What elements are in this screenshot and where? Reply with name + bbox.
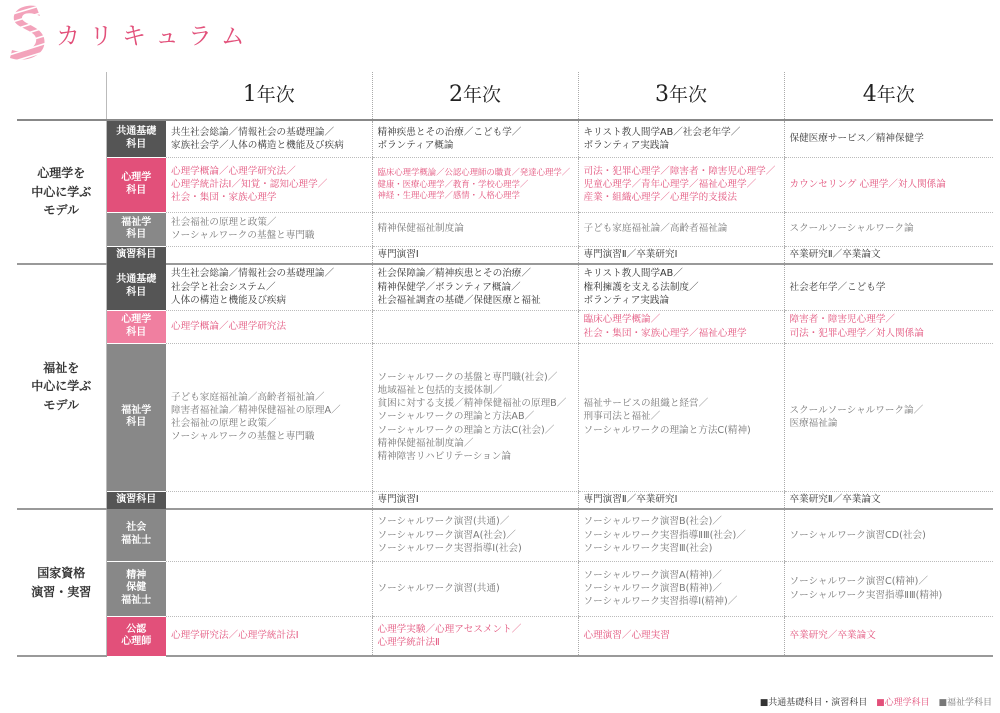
curriculum-cell: 子ども家庭福祉論／高齢者福祉論／ 障害者福祉論／精神保健福祉の原理A／ 社会福祉の原理と政策／ ソーシャルワークの基盤と専門職 (166, 343, 372, 491)
curriculum-cell: キリスト教人間学AB／社会老年学／ ボランティア実践論 (578, 120, 784, 157)
corner-blank-2 (106, 72, 166, 120)
page-title: カリキュラム (56, 22, 254, 50)
curriculum-cell: 卒業研究Ⅱ／卒業論文 (784, 491, 993, 509)
curriculum-cell: 心理学実験／心理アセスメント／ 心理学統計法Ⅱ (372, 616, 578, 656)
curriculum-cell: ソーシャルワークの基盤と専門職(社会)／ 地域福祉と包括的支援体制／ 貧困に対する支援／精神保健福祉の原理B／ ソーシャルワークの理論と方法AB／ ソーシャルワークの理論と方法C(社会)／ 精神保健福祉制度論／ 精神障害リハビリテーション論 (372, 343, 578, 491)
curriculum-cell: 福祉サービスの組織と経営／ 刑事司法と福祉／ ソーシャルワークの理論と方法C(精神) (578, 343, 784, 491)
year-header: 4年次 (784, 72, 993, 120)
table-row (17, 264, 993, 310)
table-row (17, 509, 993, 561)
curriculum-cell: 社会保障論／精神疾患とその治療／ 精神保健学／ボランティア概論／ 社会福祉調査の基礎／保健医療と福祉 (372, 264, 578, 310)
year-header-row (17, 72, 993, 120)
curriculum-cell: 心理学概論／心理学研究法／ 心理学統計法Ⅰ／知覚・認知心理学／ 社会・集団・家族心理学 (166, 157, 372, 212)
row-label: 共通基礎 科目 (106, 120, 166, 157)
curriculum-logo-icon (6, 4, 50, 60)
curriculum-cell: 専門演習Ⅱ／卒業研究Ⅰ (578, 491, 784, 509)
curriculum-cell: 専門演習Ⅰ (372, 491, 578, 509)
year-header: 3年次 (578, 72, 784, 120)
curriculum-cell: 共生社会総論／情報社会の基礎理論／ 社会学と社会システム／ 人体の構造と機能及び疾病 (166, 264, 372, 310)
curriculum-cell: 共生社会総論／情報社会の基礎理論／ 家族社会学／人体の構造と機能及び疾病 (166, 120, 372, 157)
curriculum-cell (166, 491, 372, 509)
row-label: 社会 福祉士 (106, 509, 166, 561)
group-psych-model: 心理学を 中心に学ぶ モデル (17, 120, 106, 264)
curriculum-cell: ソーシャルワーク演習C(精神)／ ソーシャルワーク実習指導ⅡⅢ(精神) (784, 561, 993, 616)
curriculum-cell: 専門演習Ⅰ (372, 246, 578, 264)
curriculum-cell: 障害者・障害児心理学／ 司法・犯罪心理学／対人関係論 (784, 310, 993, 343)
curriculum-cell: 社会福祉の原理と政策／ ソーシャルワークの基盤と専門職 (166, 212, 372, 246)
curriculum-cell: 卒業研究／卒業論文 (784, 616, 993, 656)
table-row (17, 157, 993, 212)
curriculum-cell: 臨床心理学概論／公認心理師の職責／発達心理学／ 健康・医療心理学／教育・学校心理学／ 神経・生理心理学／感情・人格心理学 (372, 157, 578, 212)
curriculum-cell: ソーシャルワーク演習B(社会)／ ソーシャルワーク実習指導ⅡⅢ(社会)／ ソーシャルワーク実習Ⅲ(社会) (578, 509, 784, 561)
table-row (17, 491, 993, 509)
curriculum-cell: ソーシャルワーク演習CD(社会) (784, 509, 993, 561)
row-label: 共通基礎 科目 (106, 264, 166, 310)
curriculum-table (17, 72, 993, 657)
year-header: 2年次 (372, 72, 578, 120)
curriculum-cell: ソーシャルワーク演習(共通)／ ソーシャルワーク演習A(社会)／ ソーシャルワーク実習指導Ⅰ(社会) (372, 509, 578, 561)
curriculum-cell (166, 246, 372, 264)
table-row (17, 343, 993, 491)
table-row (17, 246, 993, 264)
year-header: 1年次 (166, 72, 372, 120)
curriculum-cell: 卒業研究Ⅱ／卒業論文 (784, 246, 993, 264)
curriculum-cell: 専門演習Ⅱ／卒業研究Ⅰ (578, 246, 784, 264)
group-welfare-model: 福祉を 中心に学ぶ モデル (17, 264, 106, 509)
curriculum-cell: 臨床心理学概論／ 社会・集団・家族心理学／福祉心理学 (578, 310, 784, 343)
curriculum-cell (372, 310, 578, 343)
curriculum-cell: 司法・犯罪心理学／障害者・障害児心理学／ 児童心理学／青年心理学／福祉心理学／ 産業・組織心理学／心理学的支援法 (578, 157, 784, 212)
row-label: 福祉学 科目 (106, 212, 166, 246)
curriculum-cell: 心理演習／心理実習 (578, 616, 784, 656)
curriculum-cell: 精神保健福祉制度論 (372, 212, 578, 246)
curriculum-cell: 社会老年学／こども学 (784, 264, 993, 310)
row-label: 福祉学 科目 (106, 343, 166, 491)
curriculum-cell: カウンセリング 心理学／対人関係論 (784, 157, 993, 212)
row-label: 心理学 科目 (106, 157, 166, 212)
curriculum-cell: スクールソーシャルワーク論 (784, 212, 993, 246)
table-row (17, 561, 993, 616)
curriculum-cell: 子ども家庭福祉論／高齢者福祉論 (578, 212, 784, 246)
curriculum-cell: キリスト教人間学AB／ 権利擁護を支える法制度／ ボランティア実践論 (578, 264, 784, 310)
table-row (17, 616, 993, 656)
curriculum-cell: ソーシャルワーク演習A(精神)／ ソーシャルワーク演習B(精神)／ ソーシャルワーク実習指導Ⅰ(精神)／ (578, 561, 784, 616)
curriculum-cell: 心理学研究法／心理学統計法Ⅰ (166, 616, 372, 656)
legend (754, 695, 992, 708)
row-label: 精神 保健 福祉士 (106, 561, 166, 616)
curriculum-cell (166, 509, 372, 561)
table-row (17, 310, 993, 343)
table-row (17, 212, 993, 246)
curriculum-cell: 保健医療サービス／精神保健学 (784, 120, 993, 157)
curriculum-cell: ソーシャルワーク演習(共通) (372, 561, 578, 616)
row-label: 演習科目 (106, 491, 166, 509)
row-label: 心理学 科目 (106, 310, 166, 343)
curriculum-cell: 精神疾患とその治療／こども学／ ボランティア概論 (372, 120, 578, 157)
group-exam: 国家資格 演習・実習 (17, 509, 106, 656)
table-row (17, 120, 993, 157)
legend-item-welfare: ■福祉学科目 (938, 698, 992, 708)
curriculum-cell: 心理学概論／心理学研究法 (166, 310, 372, 343)
corner-blank (17, 72, 106, 120)
legend-item-psych: ■心理学科目 (876, 698, 930, 708)
legend-item-common: ■共通基礎科目・演習科目 (759, 698, 868, 708)
row-label: 公認 心理師 (106, 616, 166, 656)
curriculum-cell: スクールソーシャルワーク論／ 医療福祉論 (784, 343, 993, 491)
row-label: 演習科目 (106, 246, 166, 264)
curriculum-cell (166, 561, 372, 616)
